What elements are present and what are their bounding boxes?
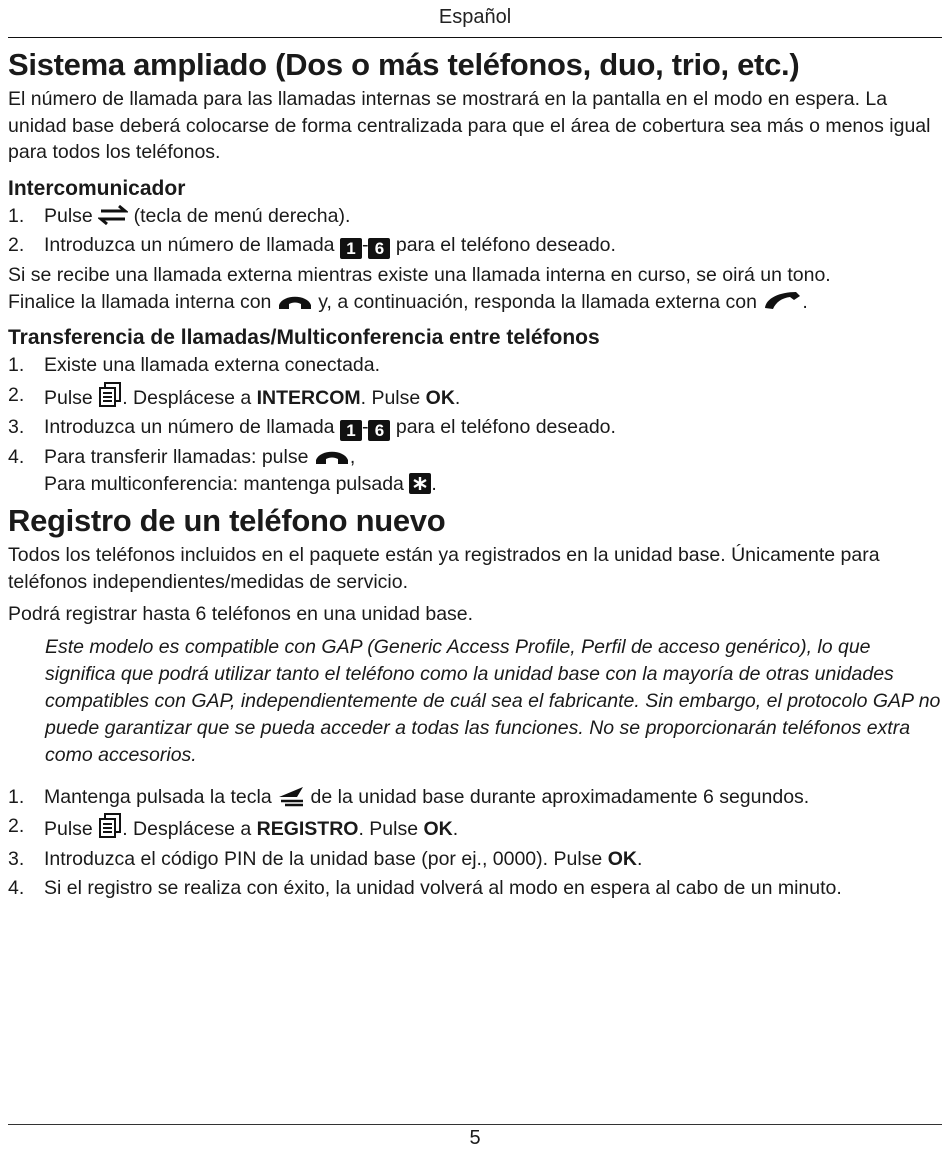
step-text: . bbox=[454, 386, 461, 409]
section-title-extended-system: Sistema ampliado (Dos o más teléfonos, duo, trio, etc.) bbox=[8, 47, 800, 82]
star-key-icon bbox=[409, 473, 431, 494]
list-item bbox=[8, 352, 942, 379]
step-number: 2. bbox=[8, 383, 25, 406]
intercom-title: Intercomunicador bbox=[8, 176, 186, 200]
step-text: . bbox=[431, 472, 437, 495]
list-item bbox=[8, 813, 942, 843]
step-number: 4. bbox=[8, 446, 25, 468]
phone-handset-icon bbox=[762, 290, 802, 312]
step-text: Pulse bbox=[44, 386, 93, 409]
step-text: Introduzca un número de llamada bbox=[44, 234, 335, 256]
step-number: 4. bbox=[8, 877, 25, 900]
dash: - bbox=[361, 416, 369, 438]
list-item bbox=[8, 444, 942, 497]
ok-key-label: OK bbox=[607, 847, 637, 870]
ok-key-label: OK bbox=[425, 386, 455, 409]
register-paragraph: Todos los teléfonos incluidos en el paquete están ya registrados en la unidad base. Únicamente para teléfonos independientes/medidas de servicio. bbox=[8, 544, 880, 593]
list-item bbox=[8, 875, 942, 902]
step-text: . bbox=[636, 847, 643, 870]
key-1: 1 bbox=[340, 238, 362, 259]
menu-option-intercom: INTERCOM bbox=[256, 386, 361, 409]
page-number: 5 bbox=[469, 1127, 481, 1149]
key-1: 1 bbox=[340, 420, 362, 441]
step-text: . Desplácese a bbox=[122, 386, 252, 409]
text-span: y, a continuación, responda la llamada externa con bbox=[318, 290, 757, 313]
step-text: (tecla de menú derecha). bbox=[133, 204, 351, 227]
step-number: 3. bbox=[8, 416, 25, 438]
step-text: . Pulse bbox=[358, 818, 419, 841]
step-text: Para transferir llamadas: pulse bbox=[44, 446, 309, 468]
dash: - bbox=[361, 234, 369, 256]
register-steps bbox=[8, 784, 942, 902]
list-item bbox=[8, 232, 942, 259]
menu-list-icon bbox=[98, 382, 122, 408]
header-rule bbox=[8, 37, 942, 38]
list-item bbox=[8, 846, 942, 873]
step-text: Introduzca el código PIN de la unidad base (por ej., 0000). Pulse bbox=[44, 847, 603, 870]
list-item bbox=[8, 414, 942, 441]
list-item bbox=[8, 784, 942, 811]
step-text: , bbox=[349, 446, 356, 468]
step-text: Existe una llamada externa conectada. bbox=[44, 354, 381, 376]
hang-up-icon bbox=[314, 447, 350, 467]
transfer-title: Transferencia de llamadas/Multiconferencia entre teléfonos bbox=[8, 326, 600, 349]
step-text: Introduzca un número de llamada bbox=[44, 416, 335, 438]
hang-up-icon bbox=[277, 292, 313, 312]
key-6: 6 bbox=[368, 420, 390, 441]
step-text: Si el registro se realiza con éxito, la unidad volverá al modo en espera al cabo de un minuto. bbox=[44, 877, 842, 900]
intercom-paragraph: Si se recibe una llamada externa mientras existe una llamada interna en curso, se oirá un tono. bbox=[8, 264, 831, 286]
step-text: Pulse bbox=[44, 818, 93, 841]
intercom-steps bbox=[8, 203, 942, 260]
gap-note: Este modelo es compatible con GAP (Generic Access Profile, Perfil de acceso genérico), lo que significa que podrá utilizar tanto el teléfono como la unidad base con la mayoría de otras unidades compatibles con GAP, independientemente de cuál sea el fabricante. Sin embargo, el protocolo GAP no puede garantizar que se pueda acceder a todas las funciones. No se proporcionarán teléfonos extra como accesorios. bbox=[45, 635, 941, 767]
step-number: 2. bbox=[8, 234, 25, 256]
page-header: Español bbox=[438, 6, 512, 28]
intercom-arrows-icon bbox=[98, 204, 128, 226]
step-text: Mantenga pulsada la tecla bbox=[44, 785, 272, 808]
step-number: 1. bbox=[8, 785, 25, 808]
intercom-paragraph bbox=[8, 289, 942, 316]
step-text: Para multiconferencia: mantenga pulsada bbox=[44, 472, 404, 495]
text-span: . bbox=[802, 290, 808, 313]
step-text: de la unidad base durante aproximadamente 6 segundos. bbox=[310, 785, 810, 808]
list-item bbox=[8, 382, 942, 412]
step-text: . bbox=[452, 818, 459, 841]
menu-option-registro: REGISTRO bbox=[256, 818, 359, 841]
step-text: . Pulse bbox=[360, 386, 421, 409]
step-number: 1. bbox=[8, 204, 25, 227]
key-6: 6 bbox=[368, 238, 390, 259]
step-text: para el teléfono deseado. bbox=[395, 416, 616, 438]
section-title-register: Registro de un teléfono nuevo bbox=[8, 503, 446, 538]
step-text: para el teléfono deseado. bbox=[395, 234, 616, 256]
register-paragraph: Podrá registrar hasta 6 teléfonos en una unidad base. bbox=[8, 603, 474, 625]
footer-rule bbox=[8, 1124, 942, 1125]
step-number: 1. bbox=[8, 354, 25, 376]
step-text: Pulse bbox=[44, 204, 93, 227]
transfer-steps bbox=[8, 352, 942, 497]
text-span: Finalice la llamada interna con bbox=[8, 290, 272, 313]
extended-system-intro: El número de llamada para las llamadas internas se mostrará en la pantalla en el modo en espera. La unidad base deberá colocarse de forma centralizada para que el área de cobertura sea más o menos igual para todos los teléfonos. bbox=[8, 88, 931, 163]
page-content bbox=[8, 44, 942, 905]
list-item bbox=[8, 203, 942, 230]
menu-list-icon bbox=[98, 813, 122, 839]
paging-key-icon bbox=[277, 785, 305, 807]
step-text: . Desplácese a bbox=[122, 818, 252, 841]
step-number: 3. bbox=[8, 847, 25, 870]
step-number: 2. bbox=[8, 815, 25, 838]
ok-key-label: OK bbox=[423, 818, 453, 841]
